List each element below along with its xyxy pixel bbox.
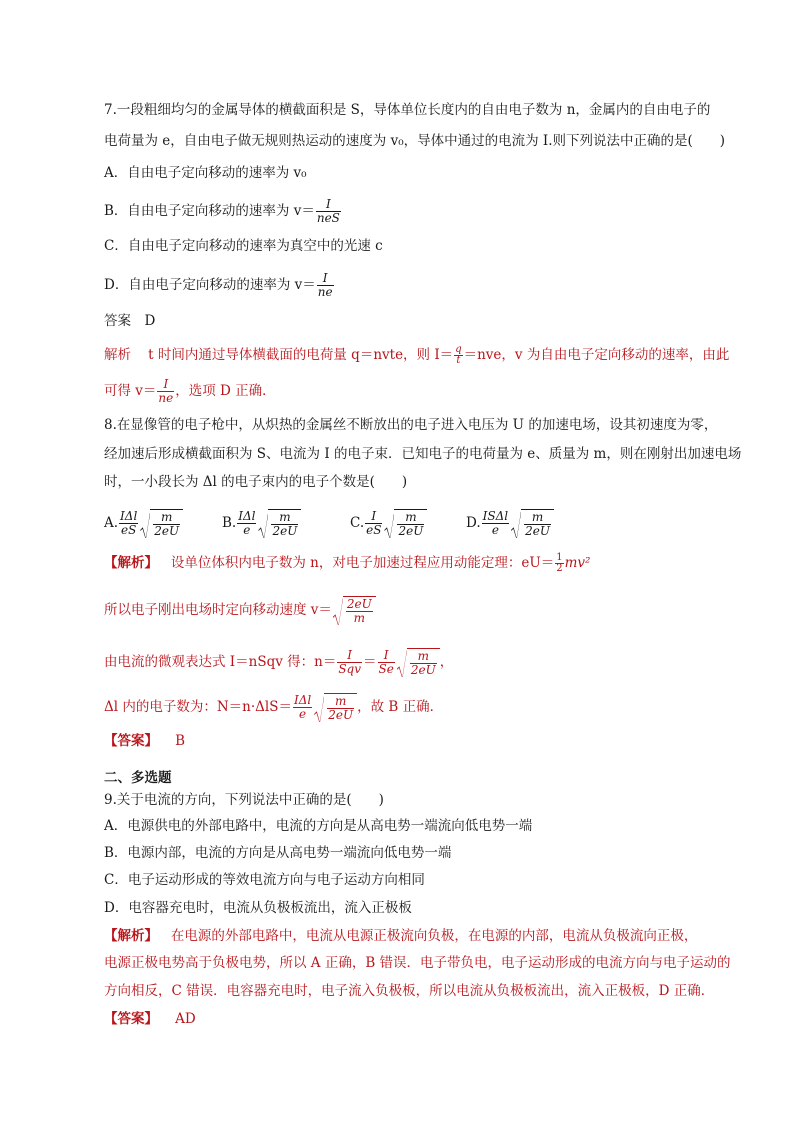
q7-analysis-label: 解析 [104, 347, 131, 363]
q8-analysis-line3: 由电流的微观表达式 I＝nSqv 得：n＝ $\frac{I}{\text{Sqv}}$ ＝ $\frac{I}{Se}$ $\frac{m}{2eU}$ ， [104, 648, 454, 677]
q8-stem-line3: 时，一小段长为 Δl 的电子束内的电子个数是( ) [104, 474, 408, 490]
q9-answer-value: AD [175, 1011, 196, 1027]
q7-option-c: C．自由电子定向移动的速率为真空中的光速 c [104, 238, 383, 254]
q8-answer-label: 【答案】 [104, 733, 158, 749]
q7-stem-line1: 7.一段粗细均匀的金属导体的横截面积是 S，导体单位长度内的自由电子数为 n，金属内的自由电子的 [104, 102, 711, 118]
q7-option-d [104, 272, 335, 299]
q7-option-d-fraction: $\frac{I}{ne}$ [317, 271, 333, 299]
q7-analysis-fraction-ine: $\frac{I}{ne}$ [158, 377, 174, 405]
q7-analysis-fraction-qt: $\frac{q}{t}$ [455, 344, 462, 366]
q8-analysis-line1: 【解析】 设单位体积内电子数为 n，对电子加速过程应用动能定理：eU＝ $\frac{1}{2}$ mv² [104, 552, 591, 574]
q7-option-a: A．自由电子定向移动的速率为 v₀ [104, 165, 307, 181]
section-title-multiple-choice: 二、多选题 [104, 770, 172, 786]
q8-stem-line1: 8.在显像管的电子枪中，从炽热的金属丝不断放出的电子进入电压为 U 的加速电场，设其初速度为零， [104, 417, 718, 433]
q7-option-d-text: D．自由电子定向移动的速率为 v＝ [104, 277, 316, 293]
q9-analysis-line1: 【解析】 在电源的外部电路中，电流从电源正极流向负极，在电源的内部，电流从负极流向正极， [104, 928, 698, 944]
q9-analysis-line3: 方向相反，C 错误．电容器充电时，电子流入负极板，所以电流从负极板流出，流入正极板，D 正确． [104, 983, 715, 999]
q7-option-b-fraction: $\frac{I}{\text{neS}}$ [316, 197, 340, 225]
q9-stem: 9.关于电流的方向，下列说法中正确的是( ) [104, 792, 384, 808]
q9-option-a: A．电源供电的外部电路中，电流的方向是从高电势一端流向低电势一端 [104, 818, 533, 834]
q7-analysis-line2: 可得 v＝ $\frac{I}{ne}$ ，选项 D 正确． [104, 377, 276, 405]
q7-option-b [104, 198, 342, 225]
q8-option-b: B. $\frac{\text{IΔl}}{e}$ $\frac{m}{2eU}$ [222, 509, 301, 538]
q9-answer-label: 【答案】 [104, 1011, 158, 1027]
q8-analysis-line2: 所以电子刚出电场时定向移动速度 v＝ $\frac{2eU}{m}$ [104, 596, 376, 625]
q9-option-c: C．电子运动形成的等效电流方向与电子运动方向相同 [104, 872, 425, 888]
q8-options [104, 503, 584, 539]
q8-answer-value: B [175, 733, 186, 749]
q7-answer: 答案 D [104, 313, 156, 329]
q8-option-a: A. $\frac{\text{IΔl}}{eS}$ $\frac{m}{2eU}$ [104, 509, 183, 538]
q8-analysis-line4: Δl 内的电子数为：N＝n·ΔlS＝ $\frac{\text{IΔl}}{e}$ $\frac{m}{2eU}$ ，故 B 正确． [104, 693, 444, 722]
q8-answer [104, 731, 185, 751]
q8-option-d: D. $\frac{\text{ISΔl}}{e}$ $\frac{m}{2eU}$ [466, 509, 554, 538]
q9-answer [104, 1009, 196, 1029]
q8-option-c: C. $\frac{I}{eS}$ $\frac{m}{2eU}$ [350, 509, 427, 538]
q7-option-b-text: B．自由电子定向移动的速率为 v＝ [104, 203, 315, 219]
q8-stem-line2: 经加速后形成横截面积为 S、电流为 I 的电子束．已知电子的电荷量为 e、质量为 m，则在刚射出加速电场 [104, 446, 742, 462]
q7-analysis-line1: 解析 t 时间内通过导体横截面的电荷量 q＝nvte，则 I＝ $\frac{q}{t}$ ＝nve，v 为自由电子定向移动的速率，由此 [104, 344, 730, 366]
q8-analysis-label: 【解析】 [104, 555, 158, 571]
q7-stem-line2: 电荷量为 e，自由电子做无规则热运动的速度为 v₀，导体中通过的电流为 I.则下列说法中正确的是( ) [104, 133, 726, 149]
q9-analysis-label: 【解析】 [104, 928, 158, 944]
q9-option-b: B．电源内部，电流的方向是从高电势一端流向低电势一端 [104, 845, 452, 861]
q9-option-d: D．电容器充电时，电流从负极板流出，流入正极板 [104, 900, 412, 916]
q9-analysis-line2: 电源正极电势高于负极电势，所以 A 正确，B 错误．电子带负电，电子运动形成的电流方向与电子运动的 [104, 955, 731, 971]
